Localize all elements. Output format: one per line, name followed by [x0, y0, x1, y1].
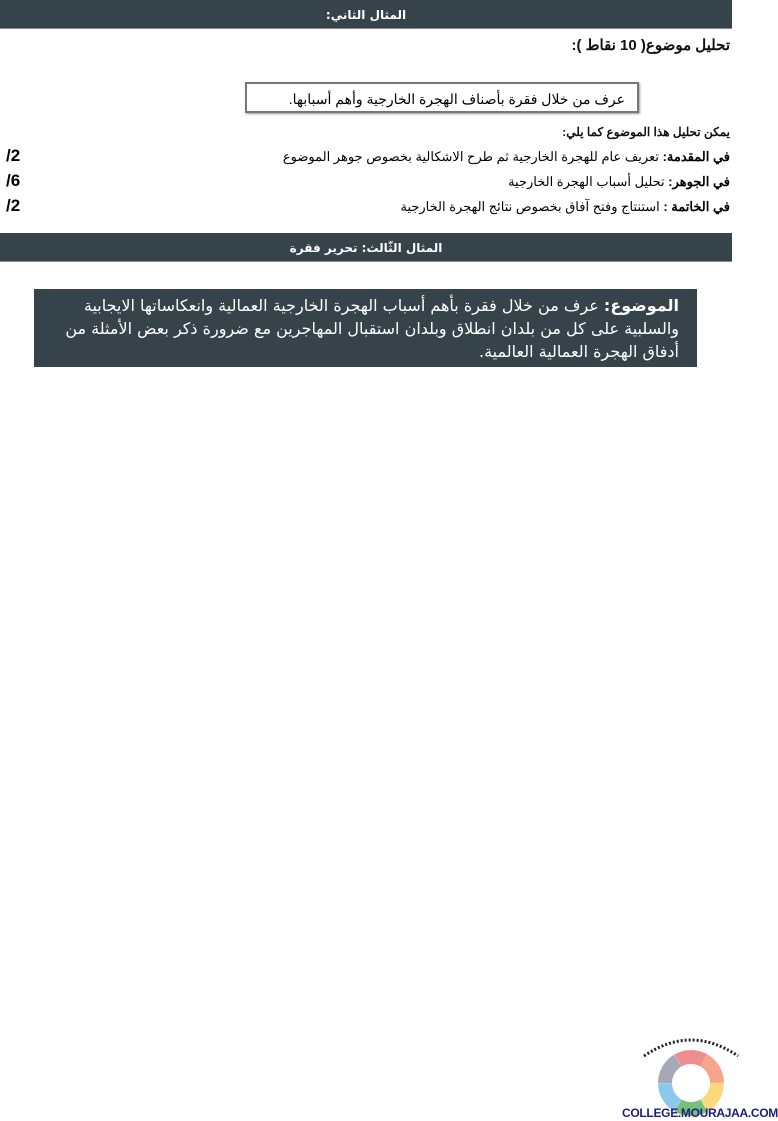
row-score: /2 [6, 196, 21, 215]
example3-header: المثال الثّالث: تحرير فقرة [0, 233, 732, 262]
site-logo [636, 1028, 746, 1118]
analysis-intro: يمكن تحليل هذا الموضوع كما يلي: [562, 125, 730, 139]
row-text: تحليل أسباب الهجرة الخارجية [508, 174, 669, 189]
row-score: /2 [6, 146, 21, 165]
analysis-row-conclusion [400, 199, 730, 215]
row-label: في المقدمة: [662, 149, 730, 164]
row-score: /6 [6, 171, 21, 190]
analysis-row-intro [283, 149, 730, 165]
analysis-row-body [508, 174, 730, 190]
row-text: تعريف عام للهجرة الخارجية ثم طرح الاشكالية بخصوص جوهر الموضوع [282, 149, 663, 164]
analysis-title: تحليل موضوع( 10 نقاط ): [571, 37, 730, 54]
paragraph-topic-box [34, 289, 697, 367]
topic-text: عرف من خلال فقرة بأهم أسباب الهجرة الخارجية العمالية وانعكاساتها الايجابية والسلبية على كل من بلدان انطلاق وبلدان استقبال المهاجرين مع ضرورة ذكر بعض الأمثلة من أدفاق الهجرة العمالية العالمية. [65, 296, 679, 361]
logo-url: COLLEGE.MOURAJAA.COM [622, 1106, 778, 1120]
example2-header: :المثال الثاني [0, 0, 732, 29]
topic-label: الموضوع: [603, 296, 679, 315]
topic-box: عرف من خلال فقرة بأصناف الهجرة الخارجية وأهم أسبابها. [245, 82, 639, 113]
row-label: في الجوهر: [668, 174, 730, 189]
row-text: استنتاج وفتح آفاق بخصوص نتائج الهجرة الخارجية [400, 199, 664, 214]
row-label: في الخاتمة : [663, 199, 730, 214]
